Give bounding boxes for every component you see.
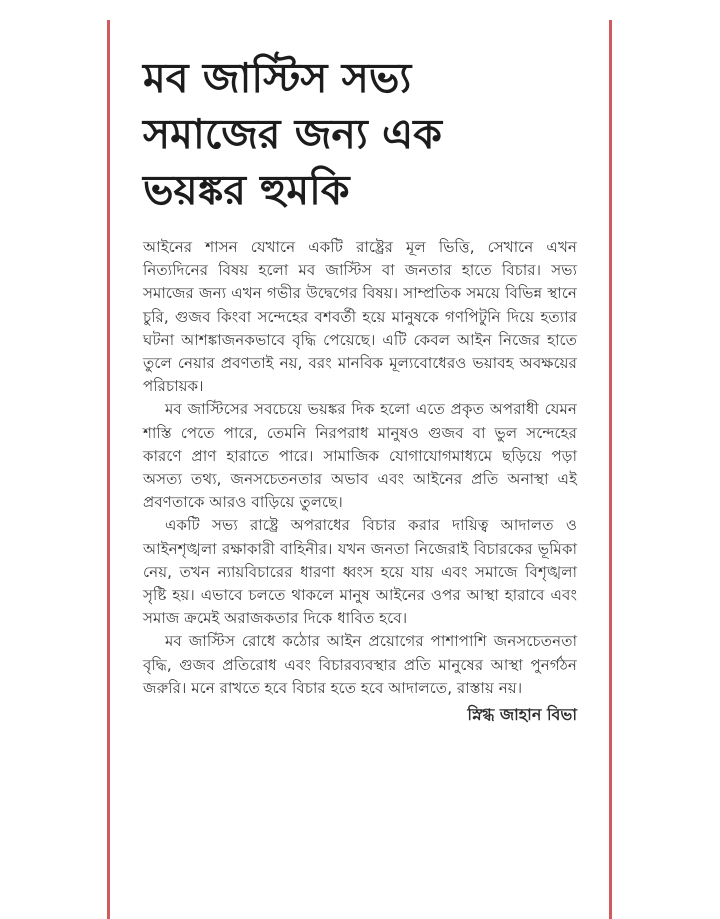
letter-article: [143, 50, 577, 728]
headline-line-2: সমাজের জন্য এক: [143, 110, 442, 158]
article-body: [143, 236, 577, 700]
paragraph-3: একটি সভ্য রাষ্ট্রে অপরাধের বিচার করার দায়িত্ব আদালত ও আইনশৃঙ্খলা রক্ষাকারী বাহিনীর। যখন জনতা নিজেরাই বিচারকের ভূমিকা নেয়, তখন ন্যায়বিচারের ধারণা ধ্বংস হয়ে যায় এবং সমাজে বিশৃঙ্খলা সৃষ্টি হয়। এভাবে চলতে থাকলে মানুষ আইনের ওপর আস্থা হারাবে এবং সমাজ ক্রমেই অরাজকতার দিকে ধাবিত হবে।: [143, 516, 577, 628]
article-headline: [143, 50, 577, 218]
headline-line-1: মব জাস্টিস সভ্য: [143, 54, 412, 102]
left-column-rule: [107, 20, 110, 919]
paragraph-2: মব জাস্টিসের সবচেয়ে ভয়ঙ্কর দিক হলো এতে প্রকৃত অপরাধী যেমন শাস্তি পেতে পারে, তেমনি নিরপরাধ মানুষও গুজব বা ভুল সন্দেহের কারণে প্রাণ হারাতে পারে। সামাজিক যোগাযোগমাধ্যমে ছড়িয়ে পড়া অসত্য তথ্য, জনসচেতনতার অভাব এবং আইনের প্রতি অনাস্থা এই প্রবণতাকে আরও বাড়িয়ে তুলছে।: [143, 400, 577, 512]
headline-line-3: ভয়ঙ্কর হুমকি: [143, 166, 350, 214]
right-column-rule: [609, 20, 612, 919]
author-byline: স্নিগ্ধ জাহান বিভা: [467, 705, 577, 725]
paragraph-4: মব জাস্টিস রোধে কঠোর আইন প্রয়োগের পাশাপাশি জনসচেতনতা বৃদ্ধি, গুজব প্রতিরোধ এবং বিচারব্যবস্থার প্রতি মানুষের আস্থা পুনর্গঠন জরুরি। মনে রাখতে হবে বিচার হতে হবে আদালতে, রাস্তায় নয়।: [143, 632, 577, 697]
paragraph-1: আইনের শাসন যেখানে একটি রাষ্ট্রের মূল ভিত্তি, সেখানে এখন নিত্যদিনের বিষয় হলো মব জাস্টিস বা জনতার হাতে বিচার। সভ্য সমাজের জন্য এখন গভীর উদ্বেগের বিষয়। সাম্প্রতিক সময়ে বিভিন্ন স্থানে চুরি, গুজব কিংবা সন্দেহের বশবর্তী হয়ে মানুষকে গণপিটুনি দিয়ে হত্যার ঘটনা আশঙ্কাজনকভাবে বৃদ্ধি পেয়েছে। এটি কেবল আইন নিজের হাতে তুলে নেয়ার প্রবণতাই নয়, বরং মানবিক মূল্যবোধেরও ভয়াবহ অবক্ষয়ের পরিচায়ক।: [143, 238, 577, 396]
